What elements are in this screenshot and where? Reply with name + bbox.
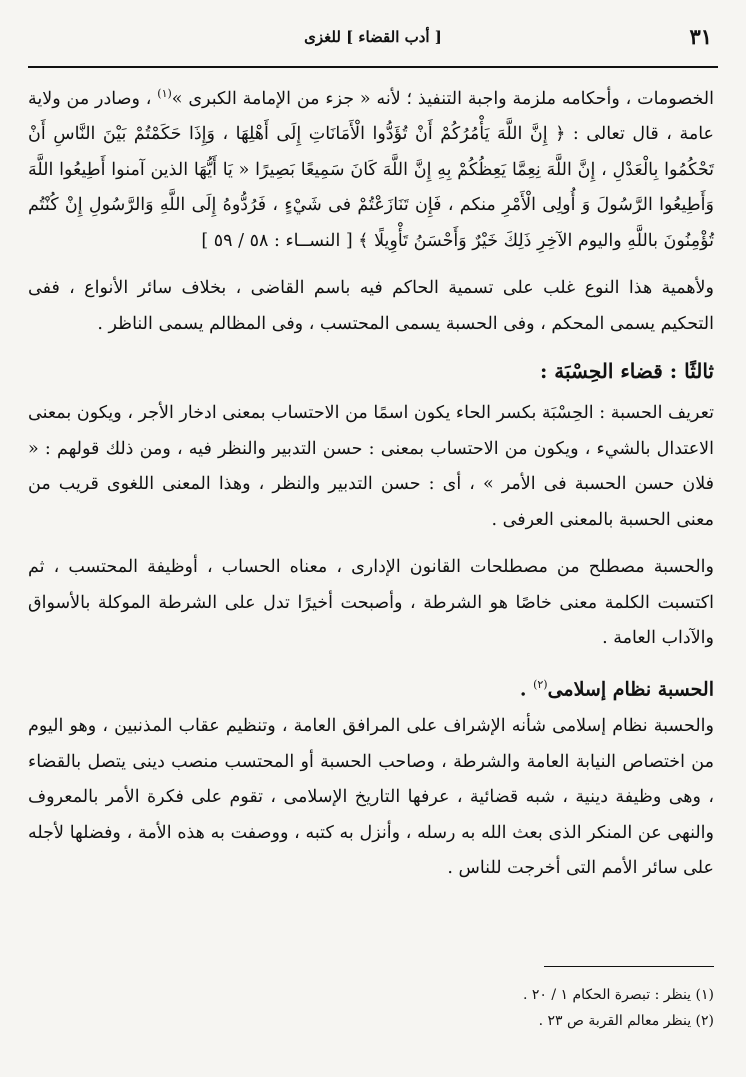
running-head: [ أدب القضاء ] للغزى (304, 28, 442, 46)
section-heading-hisba: ثالثًا : قضاء الحِسْبَة : (539, 359, 714, 384)
page-body (28, 76, 714, 887)
footnotes (28, 982, 714, 1034)
page-number: ٣١ (689, 24, 712, 49)
header-rule (28, 66, 718, 68)
footnote-2: (٢) ينظر معالم القربة ص ٢٣ . (538, 1013, 714, 1029)
paragraph-1 (28, 76, 714, 259)
paragraph-1-text-b: ، وصادر من ولاية عامة ، قال تعالى : ﴿ إِنَّ اللَّهَ يَأْمُرُكُمْ أَنْ تُؤَدُّوا الْأَمَانَاتِ إِلَى أَهْلِهَا ، وَإِذَا حَكَمْتُمْ بَيْنَ النَّاسِ أَنْ تَحْكُمُوا بِالْعَدْلِ ، إِنَّ اللَّهَ نِعِمَّا يَعِظُكُمْ بِهِ إِنَّ اللَّهَ كَانَ سَمِيعًا بَصِيرًا « يَا أَيُّهَا الذين آمنوا أَطِيعُوا اللَّهَ وَأَطِيعُوا الرَّسُولَ وَ أُولِى الْأَمْرِ منكم ، فَإِن تَنَازَعْتُمْ فى شَيْءٍ ، فَرُدُّوهُ إِلَى اللَّهِ وَالرَّسُولِ إِنْ كُنْتُم تُؤْمِنُونَ باللَّهِ واليوم الآخِرِ ذَلِكَ خَيْرٌ وَأَحْسَنُ تَأْوِيلًا ﴾ [ النســاء : ٥٨ / ٥٩ ] (28, 88, 714, 251)
paragraph-2: ولأهمية هذا النوع غلب على تسمية الحاكم فيه باسم القاضى ، بخلاف سائر الأنواع ، ففى التحكيم يسمى المحكم ، وفى الحسبة يسمى المحتسب ، وفى المظالم يسمى الناظر . (28, 278, 714, 334)
footnote-marker-2: (٢) (533, 677, 548, 691)
footnote-rule (544, 966, 714, 967)
subheading-islamic-system (28, 667, 714, 707)
paragraph-3: تعريف الحسبة : الحِسْبَة بكسر الحاء يكون اسمًا من الاحتساب بمعنى ادخار الأجر ، ويكون بمعنى الاعتدال بالشيء ، ويكون من الاحتساب بمعنى : حسن التدبير والنظر فيه ، ومن ذلك قولهم : « فلان حسن الحسبة فى الأمر » ، أى : حسن التدبير والنظر ، وهذا المعنى اللغوى قريب من معنى الحسبة بالمعنى العرفى . (28, 403, 714, 530)
subheading-text: الحسبة نظام إسلامى (547, 678, 714, 701)
page-header (30, 22, 716, 56)
footnote-marker-1: (١) (157, 87, 172, 100)
paragraph-1-text-a: الخصومات ، وأحكامه ملزمة واجبة التنفيذ ؛ لأنه « جزء من الإمامة الكبرى » (171, 88, 714, 109)
paragraph-5: والحسبة نظام إسلامى شأنه الإشراف على المرافق العامة ، وتنظيم عقاب المذنبين ، وهو اليوم من اختصاص النيابة العامة والشرطة ، وصاحب الحسبة أو المحتسب منصب دينى يتصل بالقضاء ، وهى وظيفة دينية ، شبه قضائية ، عرفها التاريخ الإسلامى ، تقوم على فكرة الأمر بالمعروف والنهى عن المنكر الذى بعث الله به رسله ، وأنزل به كتبه ، ووصفت به هذه الأمة ، وفضلها لأجله على سائر الأمم التى أخرجت للناس . (28, 716, 714, 879)
footnote-1: (١) ينظر : تبصرة الحكام ١ / ٢٠ . (522, 987, 714, 1003)
paragraph-4: والحسبة مصطلح من مصطلحات القانون الإدارى ، معناه الحساب ، أوظيفة المحتسب ، ثم اكتسبت الكلمة معنى خاصًا هو الشرطة ، وأصبحت أخيرًا تدل على الشرطة الموكلة بالأسواق والآداب العامة . (28, 557, 714, 649)
subheading-end: . (519, 678, 534, 701)
